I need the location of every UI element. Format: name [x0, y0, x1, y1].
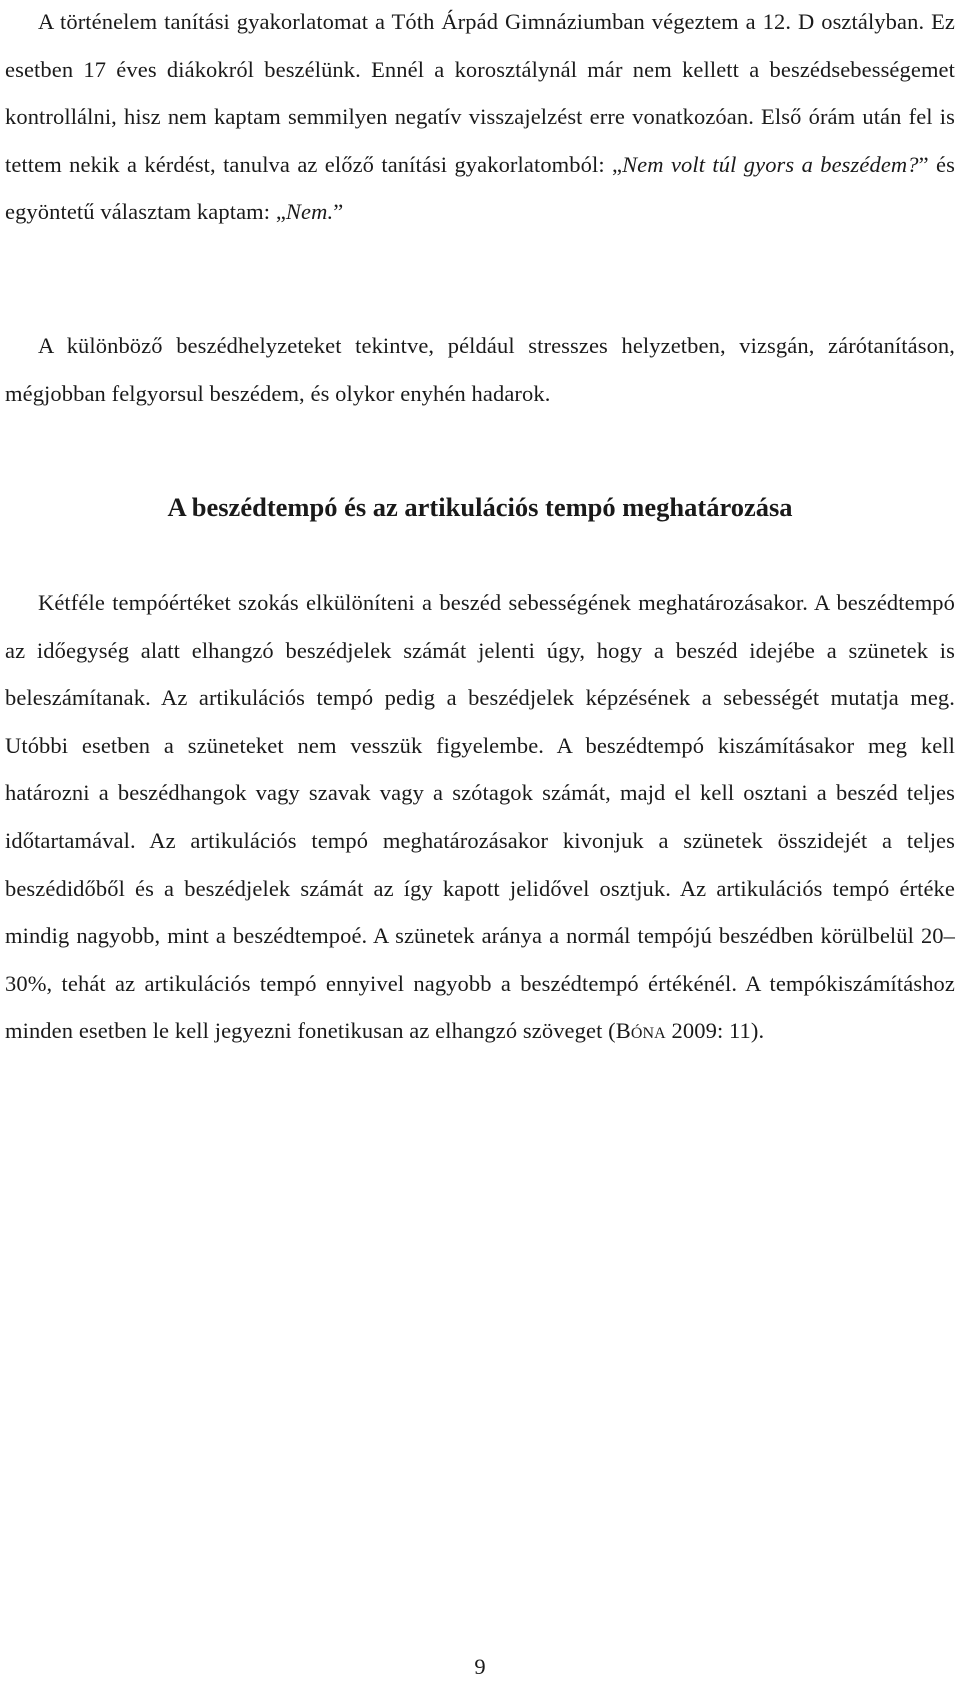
paragraph-text: A különböző beszédhelyzeteket tekintve, például stresszes helyzetben, vizsgán, zárótanításon, mégjobban felgyorsul beszédem, és olykor enyhén hadarok.: [5, 333, 955, 406]
citation-author-initial: B: [615, 1018, 631, 1044]
citation-author-rest: óna: [630, 1018, 666, 1044]
paragraph-text: Kétféle tempóértéket szokás elkülöníteni a beszéd sebességének meghatározásakor. A beszédtempó az időegység alatt elhangzó beszédjelek számát jelenti úgy, hogy a beszéd idejébe a szünetek is beleszámítanak. Az artikulációs tempó pedig a beszédjelek képzésének a sebességét mutatja meg. Utóbbi esetben a szüneteket nem vesszük figyelembe. A beszédtempó kiszámításakor meg kell határozni a beszédhangok vagy szavak vagy a szótagok számát, majd el kell osztani a beszéd teljes időtartamával. Az artikulációs tempó meghatározásakor kivonjuk a szünetek összidejét a teljes beszédidőből és a beszédjelek számát az így kapott jelidővel osztjuk. Az artikulációs tempó értéke mindig nagyobb, mint a beszédtempoé. A szünetek aránya a normál tempójú beszédben körülbelül 20–30%, tehát az artikulációs tempó ennyivel nagyobb a beszédtempó értékénél. A tempókiszámításhoz minden esetben le kell jegyezni fonetikusan az elhangzó szöveget (: [5, 590, 955, 1044]
section-heading: A beszédtempó és az artikulációs tempó meghatározása: [167, 492, 793, 522]
paragraph-text: 2009: 11).: [665, 1018, 765, 1044]
paragraph-tempo-definition: [5, 579, 955, 1055]
paragraph-speech-situations: [5, 322, 955, 417]
paragraph-text: A történelem tanítási gyakorlatomat a Tóth Árpád Gimnáziumban végeztem a 12. D osztályban. Ez esetben 17 éves diákokról beszélünk. Ennél a korosztálynál már nem kellett a beszédsebességemet kontrollálni, hisz nem kaptam semmilyen negatív visszajelzést erre vonatkozóan. Első órám után fel is tettem nekik a kérdést, tanulva az előző tanítási gyakorlatomból: „: [5, 9, 955, 177]
paragraph-text: ” és egyöntetű választam kaptam: „: [5, 151, 955, 225]
paragraph-text: ”: [333, 199, 344, 225]
quoted-answer: Nem.: [285, 199, 334, 225]
page-number: 9: [474, 1654, 486, 1679]
paragraph-teaching-practice: [5, 0, 955, 236]
quoted-question: Nem volt túl gyors a beszédem?: [622, 151, 919, 177]
